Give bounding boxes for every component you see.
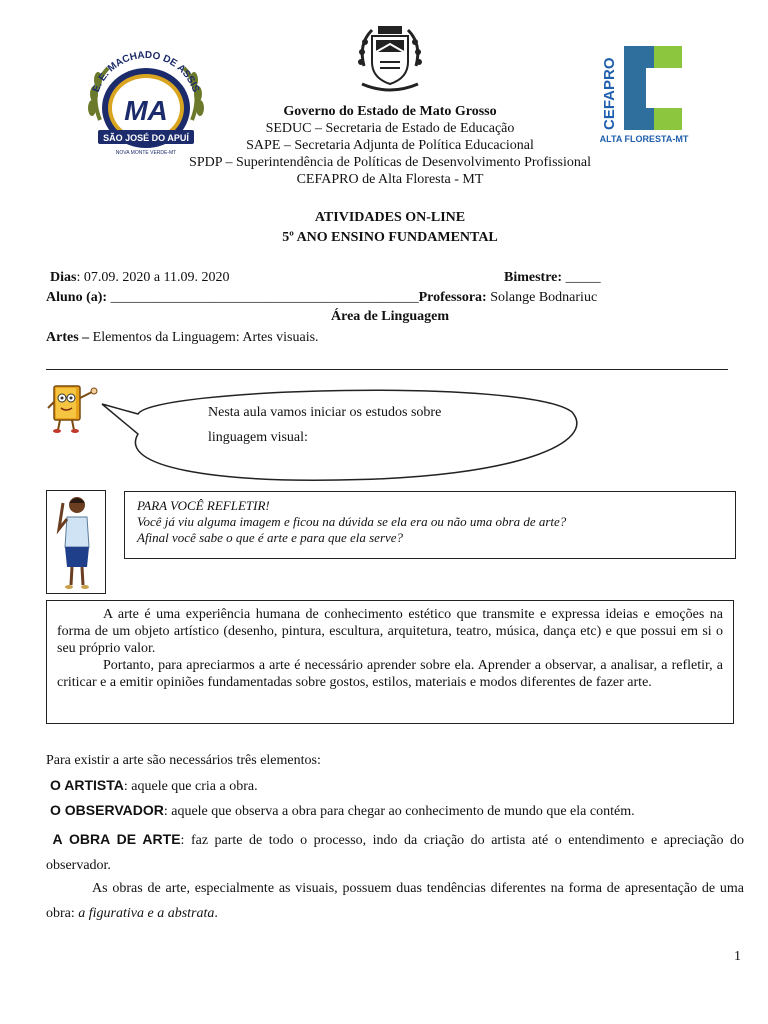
reflect-box [124,491,736,559]
header-seduc: SEDUC – Secretaria de Estado de Educação [265,121,515,136]
area-heading: Área de Linguagem [331,309,449,324]
dias-value: : 07.09. 2020 a 11.09. 2020 [76,270,230,285]
intro-text-box [46,600,734,724]
observador-text: : aquele que observa a obra para chegar ao conhecimento de mundo que ela contém. [163,804,635,819]
title-line-1: ATIVIDADES ON-LINE [314,210,466,225]
header-block [160,103,620,188]
page-number: 1 [734,949,741,964]
aluno-line [46,289,597,306]
teacher-figure-box [46,490,106,594]
obra-label: A OBRA DE ARTE [52,831,181,847]
header-cefapro: CEFAPRO de Alta Floresta - MT [296,172,484,187]
element-artista [50,777,258,795]
observador-label: O OBSERVADOR [50,802,164,818]
dias-label: Dias [50,270,77,285]
header-sape: SAPE – Secretaria Adjunta de Política Educacional [246,138,534,153]
cefapro-place-text: ALTA FLORESTA-MT [599,134,689,144]
closing-italic: a figurativa e a abstrata [78,906,215,921]
reflect-line-1: Você já viu alguma imagem e ficou na dúvida se ela era ou não uma obra de arte? [137,514,567,529]
school-banner-text: SÃO JOSÉ DO APUÍ [103,133,189,143]
professora-label: Professora: [418,290,487,305]
reflect-heading: PARA VOCÊ REFLETIR! [137,498,270,513]
elements-lead: Para existir a arte são necessários três elementos: [46,753,321,768]
state-coat-of-arms [352,22,428,96]
artista-text: : aquele que cria a obra. [123,779,258,794]
bimestre-line [504,269,601,286]
obra-text: : faz parte de todo o processo, indo da criação do artista até o entendimento e apreciação do observador. [46,833,745,873]
speech-line-1: Nesta aula vamos iniciar os estudos sobre [208,405,442,420]
artista-label: O ARTISTA [50,777,124,793]
subject-value: Elementos da Linguagem: Artes visuais. [89,330,319,345]
intro-paragraph-2: Portanto, para apreciarmos a arte é necessário aprender sobre ela. Aprender a observar, a analisar, a refletir, a criticar e a emitir opiniões fundamentadas sobre gostos, estilos, materiais e modos diferentes de fazer arte. [57,658,723,690]
professora-value: Solange Bodnariuc [486,290,598,305]
aluno-blank: ____________________________________________ [107,290,419,305]
element-observador [50,802,635,820]
school-initials: MA [124,95,168,126]
intro-paragraph-1: A arte é uma experiência humana de conhecimento estético que transmite e expressa ideias e emoções na forma de um objeto artístico (desenho, pintura, escultura, arquitetura, teatro, música, dança etc) e que possui em si o seu próprio valor. [57,607,723,656]
school-small-text: NOVA MONTE VERDE-MT [115,150,177,156]
closing-end: . [214,906,218,921]
book-character-image [46,384,102,434]
closing-paragraph [46,876,744,926]
aluno-label: Aluno (a): [46,290,108,305]
page-title [160,209,620,246]
reflect-line-2: Afinal você sabe o que é arte e para que ela serve? [137,530,404,545]
closing-text: As obras de arte, especialmente as visuais, possuem duas tendências diferentes na forma de apresentação de uma obra: [46,881,744,921]
title-line-2: 5º ANO ENSINO FUNDAMENTAL [282,230,498,245]
cefapro-vertical-text: CEFAPRO [601,57,618,130]
subject-label: Artes – [46,330,90,345]
header-spdp: SPDP – Superintendência de Políticas de Desenvolvimento Profissional [189,155,591,170]
separator-line [46,369,728,370]
speech-bubble [98,382,584,484]
bimestre-label: Bimestre: [504,270,563,285]
dias-line [50,269,230,286]
speech-line-2: linguagem visual: [208,430,308,445]
school-arc-text: E. E. MACHADO DE ASSIS [90,50,202,94]
bimestre-value: _____ [562,270,601,285]
header-government: Governo do Estado de Mato Grosso [283,104,497,119]
element-obra [46,827,744,878]
subject-line [46,329,319,346]
